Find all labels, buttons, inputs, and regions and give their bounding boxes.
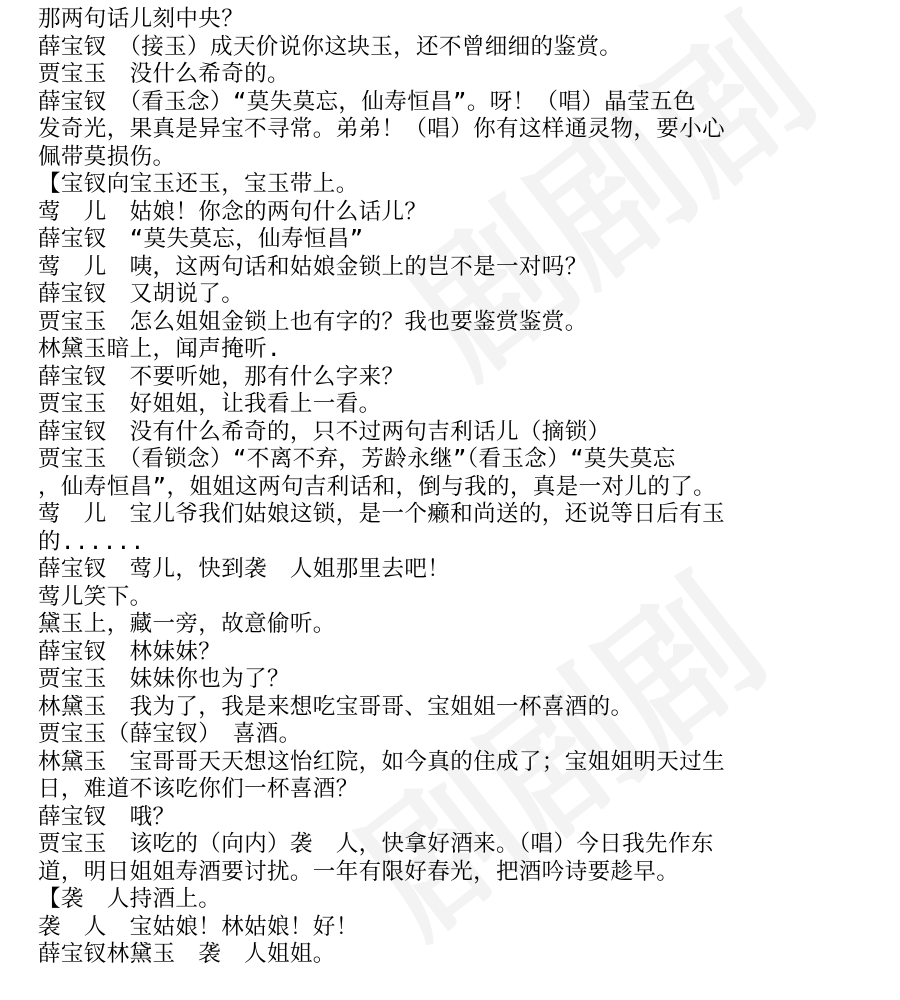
- script-line: 发奇光，果真是异宝不寻常。弟弟！（唱）你有这样通灵物，要小心: [38, 116, 726, 142]
- script-line: 薛宝钗 “莫失莫忘，仙寿恒昌”: [38, 226, 364, 252]
- script-line: 薛宝钗林黛玉 袭 人姐姐。: [38, 941, 336, 967]
- script-line: 薛宝钗 （接玉）成天价说你这块玉，还不曾细细的鉴赏。: [38, 33, 623, 60]
- script-line: 佩带莫损伤。: [38, 143, 176, 170]
- script-line: 莺 儿 咦，这两句话和姑娘金锁上的岂不是一对吗？: [38, 253, 588, 280]
- script-line: 贾宝玉 没什么希奇的。: [38, 61, 290, 87]
- script-line: 薛宝钗 莺儿，快到袭 人姐那里去吧！: [38, 556, 451, 582]
- stage-direction: 【袭 人持酒上。: [38, 886, 222, 912]
- script-line: 袭 人 宝姑娘！林姑娘！好！: [38, 913, 359, 940]
- script-line: 林黛玉 宝哥哥天天想这怡红院，如今真的住成了；宝姐姐明天过生: [38, 748, 726, 775]
- script-line: 莺 儿 宝儿爷我们姑娘这锁，是一个癞和尚送的，还说等日后有玉: [38, 501, 726, 527]
- script-line: 贾宝玉 （看锁念）“不离不弃，芳龄永继”（看玉念）“莫失莫忘: [38, 446, 676, 472]
- script-line: 贾宝玉 该吃的（向内）袭 人，快拿好酒来。（唱）今日我先作东: [38, 831, 714, 857]
- script-line: 薛宝钗 没有什么希奇的，只不过两句吉利话儿（摘锁）: [38, 418, 611, 445]
- script-line: 贾宝玉 妹妹你也为了？: [38, 666, 290, 692]
- script-line: 道，明日姐姐寿酒要讨扰。一年有限好春光，把酒吟诗要趁早。: [38, 858, 680, 885]
- script-line: 薛宝钗 不要听她，那有什么字来？: [38, 363, 405, 390]
- script-line: 薛宝钗 林妹妹？: [38, 638, 222, 665]
- script-line: ，仙寿恒昌”，姐姐这两句吉利话和，倒与我的，真是一对儿的了。: [38, 473, 717, 500]
- script-line: 的......: [38, 528, 145, 555]
- script-line: 薛宝钗 哦？: [38, 803, 176, 830]
- script-line: 莺 儿 姑娘！你念的两句什么话儿？: [38, 198, 428, 225]
- stage-direction: 黛玉上，藏一旁，故意偷听。: [38, 611, 336, 637]
- script-line: 林黛玉 我为了，我是来想吃宝哥哥、宝姐姐一杯喜酒的。: [38, 693, 634, 720]
- stage-direction: 莺儿笑下。: [38, 583, 153, 610]
- script-line: 薛宝钗 （看玉念）“莫失莫忘，仙寿恒昌”。呀！（唱）晶莹五色: [38, 88, 696, 115]
- script-line: 贾宝玉 好姐姐，让我看上一看。: [38, 391, 382, 417]
- script-line: 那两句话儿刻中央？: [38, 6, 245, 32]
- script-line: 贾宝玉 怎么姐姐金锁上也有字的？我也要鉴赏鉴赏。: [38, 308, 588, 335]
- script-line: 薛宝钗 又胡说了。: [38, 281, 245, 307]
- script-line: 日，难道不该吃你们一杯喜酒？: [38, 776, 359, 802]
- stage-direction: 【宝钗向宝玉还玉，宝玉带上。: [38, 171, 359, 197]
- stage-direction: 林黛玉暗上，闻声掩听.: [38, 336, 281, 362]
- script-page: [38, 6, 880, 969]
- script-line: 贾宝玉（薛宝钗） 喜酒。: [38, 721, 302, 747]
